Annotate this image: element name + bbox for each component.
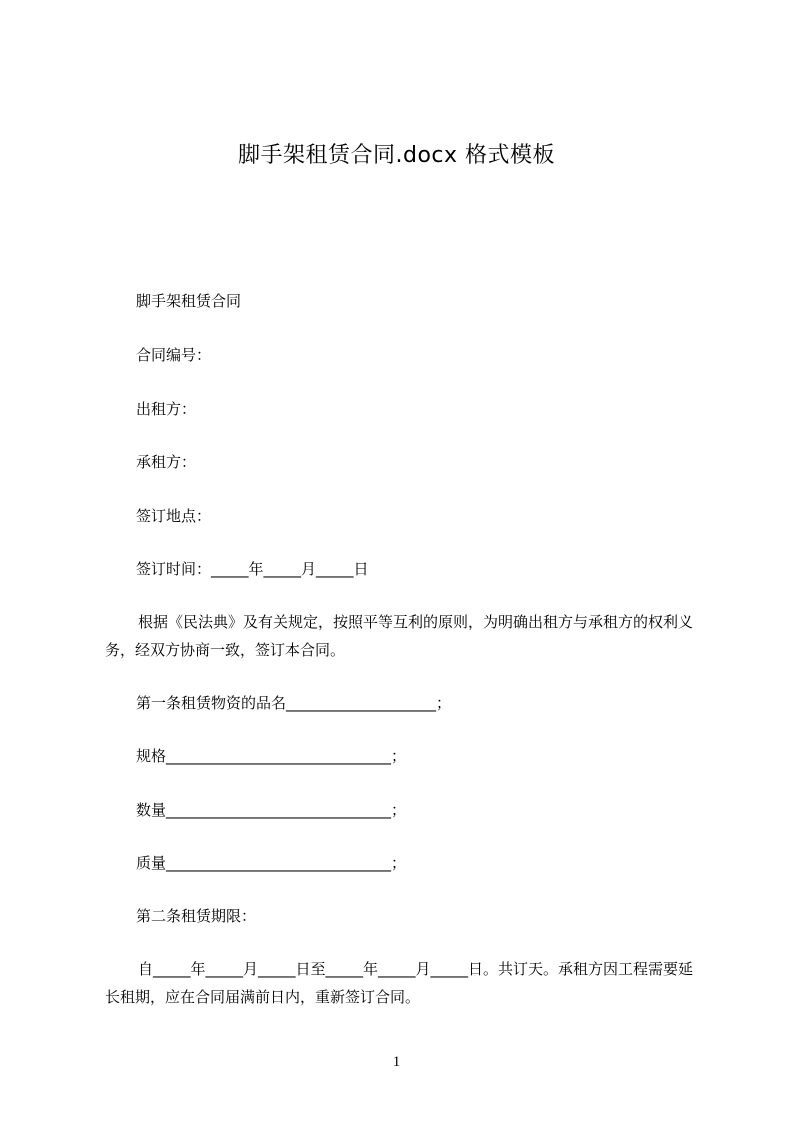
quantity-line: 数量______________________________；: [136, 801, 407, 819]
contract-name: 脚手架租赁合同: [136, 292, 242, 310]
signing-place-label: 签订地点：: [136, 507, 212, 525]
lessor-label: 出租方：: [136, 400, 197, 418]
lessee-label: 承租方：: [136, 453, 197, 471]
page-number: 1: [392, 1054, 401, 1070]
signing-time-label: 签订时间：_____年_____月_____日: [136, 560, 369, 578]
preamble-paragraph: 根据《民法典》及有关规定，按照平等互利的原则，为明确出租方与承租方的权利义务，经双方协商一致，签订本合同。: [105, 613, 694, 659]
article2-heading: 第二条租赁期限：: [136, 907, 257, 925]
quality-line: 质量______________________________；: [136, 854, 407, 872]
document-title: 脚手架租赁合同.docx 格式模板: [237, 143, 556, 168]
contract-number-label: 合同编号：: [136, 346, 212, 364]
term-paragraph: 自_____年_____月_____日至_____年_____月_____日。共订天。承租方因工程需要延长租期，应在合同届满前日内，重新签订合同。: [105, 960, 694, 1006]
article1-item-name: 第一条租赁物资的品名____________________；: [136, 694, 452, 712]
spec-line: 规格______________________________；: [136, 747, 407, 765]
